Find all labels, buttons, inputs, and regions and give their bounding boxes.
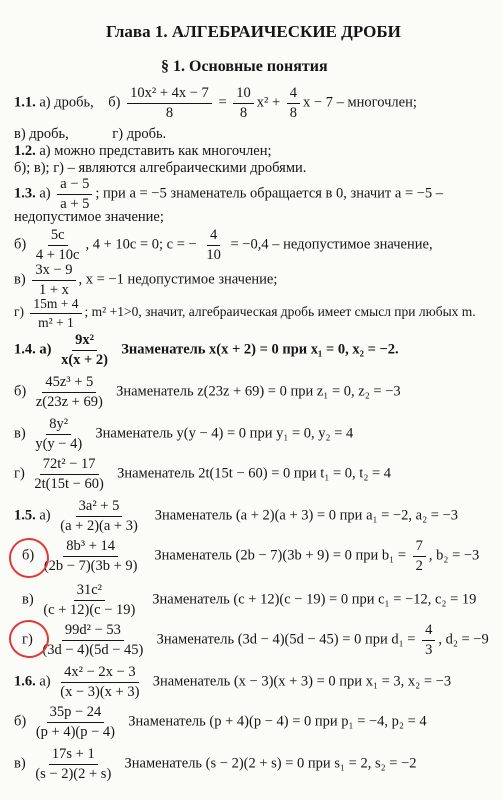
- problem-1-3-a: 1.3. а) $\frac{a - 5}{a + 5}$ ; при a = −5 знаменатель обращается в 0, значит a = −5 –: [14, 176, 444, 212]
- fraction: $\frac{\text{3a² + 5}}{(a + 2)(a + 3)}$: [60, 498, 138, 534]
- problem-1-3-a-cont: недопустимое значение;: [14, 209, 164, 225]
- section-title: § 1. Основные понятия: [161, 58, 328, 75]
- problem-label: 1.4.: [14, 341, 36, 358]
- chapter-title: Глава 1. АЛГЕБРАИЧЕСКИЕ ДРОБИ: [106, 22, 401, 41]
- answer-a: а) дробь,: [39, 94, 94, 111]
- fraction: $\frac{3x - 9}{1 + x}$: [32, 262, 75, 298]
- problem-1-1: 1.1. а) дробь, б) $\frac{\text{10x² + 4x − 7}}{8}$ = $\frac{10}{8}$ x² + $\frac{4}{8}$ x − 7 – многочлен;: [14, 85, 417, 121]
- fraction: $\frac{7}{2}$: [413, 538, 426, 574]
- fraction: $\frac{\text{10x² + 4x − 7}}{8}$: [127, 85, 212, 121]
- fraction: $\frac{17s + 1}{(s - 2)(2 + s)}$: [35, 746, 112, 782]
- problem-label: 1.5.: [14, 507, 36, 524]
- problem-1-4-d: г) $\frac{\text{72t² − 17}}{2t(15t - 60)}$ Знаменатель 2t(15t − 60) = 0 при t₁ = 0, t₂ = 4: [14, 456, 392, 492]
- fraction: $\frac{a - 5}{a + 5}$: [57, 176, 92, 212]
- fraction: $\frac{\text{9x²}}{x(x + 2)}$: [61, 332, 109, 368]
- problem-1-4-a: 1.4. а) $\frac{\text{9x²}}{x(x + 2)}$ Знаменатель x(x + 2) = 0 при x₁ = 0, x₂ = −2.: [14, 332, 399, 368]
- answer-text: а) можно представить как многочлен;: [39, 143, 272, 159]
- problem-label: 1.1.: [14, 94, 36, 111]
- fraction: $\frac{\text{8b³ + 14}}{(2b - 7)(3b + 9)}$: [43, 538, 138, 574]
- fraction: $\frac{\text{4x² − 2x − 3}}{(x - 3)(x + 3)}$: [60, 664, 140, 700]
- problem-1-6-b: б) $\frac{35p - 24}{(p + 4)(p - 4)}$ Знаменатель (p + 4)(p − 4) = 0 при p₁ = −4, p₂ = 4: [14, 704, 427, 740]
- problem-1-5-d: г) $\frac{\text{99d² − 53}}{(3d - 4)(5d - 45)}$ Знаменатель (3d − 4)(5d − 45) = 0 при d₁ = $\frac{4}{3}$ , d₂ = −9: [22, 622, 489, 658]
- fraction: $\frac{15m + 4}{\text{m² + 1}}$: [30, 296, 81, 330]
- fraction: $\frac{5c}{4 + 10c}$: [35, 227, 80, 263]
- fraction: $\frac{\text{8y²}}{y(y - 4)}$: [35, 416, 83, 452]
- problem-1-3-b: б) $\frac{5c}{4 + 10c}$ , 4 + 10c = 0; c = − $\frac{4}{10}$ = −0,4 – недопустимое значение,: [14, 227, 433, 263]
- problem-1-2-cont: б); в); г) – являются алгебраическими дробями.: [14, 160, 307, 176]
- fraction: $\frac{\text{72t² − 17}}{2t(15t - 60)}$: [34, 456, 104, 492]
- answer-b-label: б): [108, 94, 121, 111]
- fraction: $\frac{4}{3}$: [422, 622, 435, 658]
- problem-label: 1.3.: [14, 185, 36, 202]
- fraction: $\frac{\text{31c²}}{(c + 12)(c - 19)}$: [43, 582, 136, 618]
- problem-1-3-d: г) $\frac{15m + 4}{\text{m² + 1}}$ ; m² +1>0, значит, алгебраическая дробь имеет смысл при любых m.: [14, 296, 476, 330]
- fraction: $\frac{10}{8}$: [233, 85, 254, 121]
- fraction: $\frac{4}{8}$: [287, 85, 300, 121]
- problem-1-1-cont: в) дробь, г) дробь.: [14, 126, 167, 142]
- problem-label: 1.2.: [14, 143, 36, 159]
- problem-1-5-c: в) $\frac{\text{31c²}}{(c + 12)(c - 19)}$ Знаменатель (c + 12)(c − 19) = 0 при c₁ = −12, c₂ = 19: [22, 582, 477, 618]
- problem-1-5-a: 1.5. а) $\frac{\text{3a² + 5}}{(a + 2)(a + 3)}$ Знаменатель (a + 2)(a + 3) = 0 при a₁ = −2, a₂ = −3: [14, 498, 459, 534]
- fraction: $\frac{\text{45z³ + 5}}{z(23z + 69)}$: [35, 374, 103, 410]
- problem-1-3-c: в) $\frac{3x - 9}{1 + x}$ , x = −1 недопустимое значение;: [14, 262, 278, 298]
- problem-1-6-a: 1.6. а) $\frac{\text{4x² − 2x − 3}}{(x - 3)(x + 3)}$ Знаменатель (x − 3)(x + 3) = 0 при x₁ = 3, x₂ = −3: [14, 664, 452, 700]
- problem-1-5-b: б) $\frac{\text{8b³ + 14}}{(2b - 7)(3b + 9)}$ Знаменатель (2b − 7)(3b + 9) = 0 при b₁ = $\frac{7}{2}$ , b₂ = −3: [22, 538, 480, 574]
- fraction: $\frac{35p - 24}{(p + 4)(p - 4)}$: [35, 704, 116, 740]
- problem-label: 1.6.: [14, 673, 36, 690]
- problem-1-4-c: в) $\frac{\text{8y²}}{y(y - 4)}$ Знаменатель y(y − 4) = 0 при y₁ = 0, y₂ = 4: [14, 416, 354, 452]
- problem-1-6-c: в) $\frac{17s + 1}{(s - 2)(2 + s)}$ Знаменатель (s − 2)(2 + s) = 0 при s₁ = 2, s₂ = −2: [14, 746, 417, 782]
- fraction: $\frac{4}{10}$: [206, 227, 221, 263]
- problem-1-2: [14, 143, 272, 160]
- fraction: $\frac{\text{99d² − 53}}{(3d - 4)(5d - 45)}$: [42, 622, 144, 658]
- problem-1-4-b: б) $\frac{\text{45z³ + 5}}{z(23z + 69)}$ Знаменатель z(23z + 69) = 0 при z₁ = 0, z₂ = −3: [14, 374, 401, 410]
